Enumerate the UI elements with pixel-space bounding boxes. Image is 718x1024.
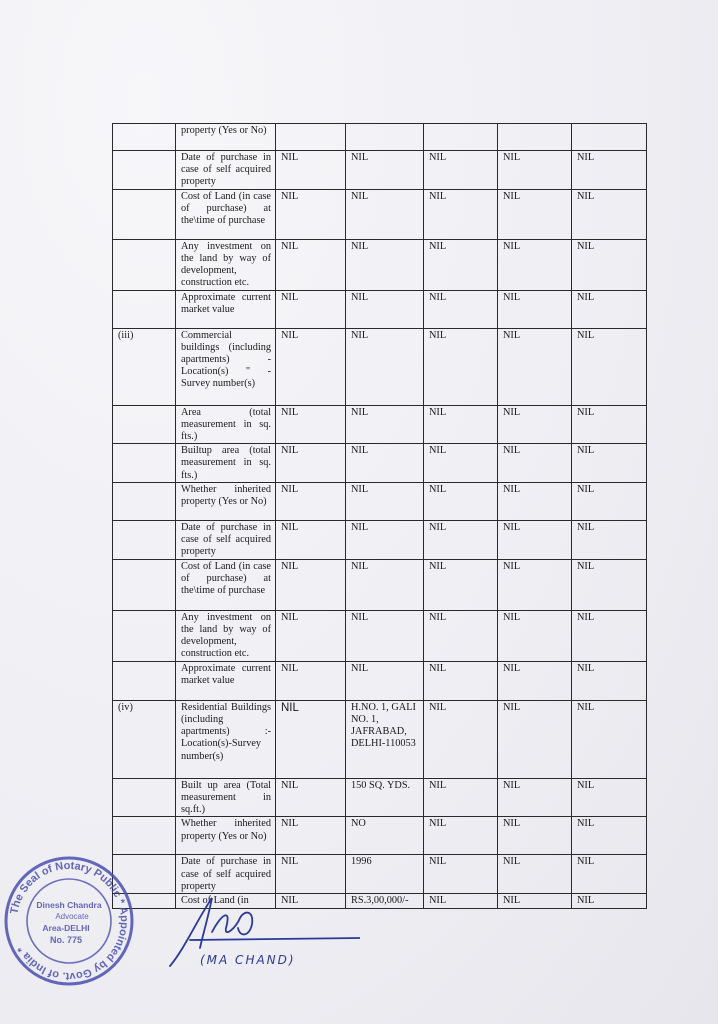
table-row bbox=[113, 700, 647, 778]
item-number: (iv) bbox=[113, 700, 176, 778]
cell-value: H.NO. 1, GALI NO. 1, JAFRABAD, DELHI-110053 bbox=[346, 700, 424, 778]
table-row bbox=[113, 778, 647, 817]
cell-value: NIL bbox=[572, 559, 647, 610]
cell-value: NIL bbox=[276, 778, 346, 817]
cell-value: NIL bbox=[276, 239, 346, 290]
cell-value: NIL bbox=[346, 189, 424, 239]
cell-value: NIL bbox=[498, 559, 572, 610]
cell-value: NIL bbox=[276, 328, 346, 405]
row-label: property (Yes or No) bbox=[176, 124, 276, 151]
cell-value: NIL bbox=[276, 482, 346, 520]
row-label: Whether inherited property (Yes or No) bbox=[176, 482, 276, 520]
cell-value: NIL bbox=[276, 151, 346, 190]
table-row bbox=[113, 520, 647, 559]
table-row bbox=[113, 290, 647, 328]
cell-value: NIL bbox=[346, 328, 424, 405]
row-label: Area (total measurement in sq. fts.) bbox=[176, 405, 276, 444]
cell-value: NIL bbox=[424, 559, 498, 610]
cell-value: NIL bbox=[498, 151, 572, 190]
cell-value: NIL bbox=[276, 855, 346, 894]
cell-value: NIL bbox=[572, 894, 647, 908]
cell-value: NIL bbox=[346, 610, 424, 661]
cell-value: NIL bbox=[276, 290, 346, 328]
cell-value: NIL bbox=[276, 661, 346, 700]
table-row bbox=[113, 661, 647, 700]
row-label: Built up area (Total measurement in sq.ft.) bbox=[176, 778, 276, 817]
cell-value: NIL bbox=[498, 661, 572, 700]
cell-value: NIL bbox=[424, 328, 498, 405]
table-row bbox=[113, 817, 647, 855]
cell-value: NIL bbox=[572, 700, 647, 778]
cell-value: NIL bbox=[424, 894, 498, 908]
cell-value: NIL bbox=[346, 520, 424, 559]
cell-value: NIL bbox=[276, 189, 346, 239]
cell-value: NIL bbox=[424, 482, 498, 520]
cell-value: NIL bbox=[424, 520, 498, 559]
item-number bbox=[113, 151, 176, 190]
cell-value: NIL bbox=[276, 405, 346, 444]
cell-value: NIL bbox=[424, 290, 498, 328]
cell-value: NIL bbox=[572, 290, 647, 328]
stamp-number: No. 775 bbox=[49, 935, 83, 945]
item-number bbox=[113, 778, 176, 817]
item-number bbox=[113, 559, 176, 610]
assets-table bbox=[112, 123, 647, 909]
table-body bbox=[113, 124, 647, 909]
item-number bbox=[113, 290, 176, 328]
cell-value: 1996 bbox=[346, 855, 424, 894]
cell-value: NIL bbox=[424, 239, 498, 290]
cell-value bbox=[346, 124, 424, 151]
cell-value: NIL bbox=[498, 405, 572, 444]
item-number: (iii) bbox=[113, 328, 176, 405]
cell-value: NIL bbox=[424, 855, 498, 894]
cell-value: NIL bbox=[498, 855, 572, 894]
cell-value: NIL bbox=[276, 894, 346, 908]
row-label: Whether inherited property (Yes or No) bbox=[176, 817, 276, 855]
cell-value: NIL bbox=[572, 239, 647, 290]
item-number bbox=[113, 482, 176, 520]
cell-value: NIL bbox=[346, 482, 424, 520]
row-label: Any investment on the land by way of development, construction etc. bbox=[176, 239, 276, 290]
cell-value bbox=[424, 124, 498, 151]
cell-value: NIL bbox=[572, 610, 647, 661]
cell-value: NIL bbox=[572, 520, 647, 559]
cell-value: NIL bbox=[498, 290, 572, 328]
cell-value: NIL bbox=[498, 239, 572, 290]
cell-value: NIL bbox=[498, 482, 572, 520]
cell-value: NIL bbox=[346, 405, 424, 444]
table-row bbox=[113, 482, 647, 520]
cell-value: NIL bbox=[276, 444, 346, 483]
item-number bbox=[113, 817, 176, 855]
row-label: Date of purchase in case of self acquired property bbox=[176, 151, 276, 190]
cell-value: NIL bbox=[572, 817, 647, 855]
item-number bbox=[113, 610, 176, 661]
cell-value: NIL bbox=[346, 444, 424, 483]
row-label: Cost of Land (in bbox=[176, 894, 276, 908]
signature bbox=[160, 888, 360, 972]
cell-value: NIL bbox=[424, 151, 498, 190]
cell-value bbox=[276, 124, 346, 151]
row-label: Any investment on the land by way of development, construction etc. bbox=[176, 610, 276, 661]
cell-value: NIL bbox=[572, 482, 647, 520]
item-number bbox=[113, 239, 176, 290]
table-row bbox=[113, 151, 647, 190]
row-label: Approximate current market value bbox=[176, 661, 276, 700]
cell-value: 150 SQ. YDS. bbox=[346, 778, 424, 817]
cell-value: NIL bbox=[346, 290, 424, 328]
cell-value: NIL bbox=[572, 151, 647, 190]
row-label: Date of purchase in case of self acquired property bbox=[176, 520, 276, 559]
table-row bbox=[113, 189, 647, 239]
notary-seal-stamp bbox=[2, 854, 136, 988]
table-row bbox=[113, 328, 647, 405]
table-row bbox=[113, 124, 647, 151]
cell-value: RS.3,00,000/- bbox=[346, 894, 424, 908]
cell-value: NIL bbox=[572, 189, 647, 239]
cell-value: NIL bbox=[276, 817, 346, 855]
table-row bbox=[113, 405, 647, 444]
item-number bbox=[113, 405, 176, 444]
cell-value: NIL bbox=[276, 610, 346, 661]
item-number bbox=[113, 520, 176, 559]
cell-value: NO bbox=[346, 817, 424, 855]
item-number bbox=[113, 189, 176, 239]
cell-value: NIL bbox=[572, 405, 647, 444]
cell-value: NIL bbox=[424, 661, 498, 700]
cell-value: NIL bbox=[572, 661, 647, 700]
cell-value: NIL bbox=[572, 778, 647, 817]
cell-value: NIL bbox=[424, 189, 498, 239]
cell-value: NIL bbox=[498, 778, 572, 817]
cell-value: NIL bbox=[276, 520, 346, 559]
cell-value: NIL bbox=[346, 151, 424, 190]
stamp-ring-text: The Seal of Notary Public * Appointed by Govt. of India * bbox=[8, 859, 131, 983]
row-label: Commercial buildings (including apartments) - Location(s) " - Survey number(s) bbox=[176, 328, 276, 405]
cell-value: NIL bbox=[498, 328, 572, 405]
cell-value: NIL bbox=[498, 610, 572, 661]
row-label: Cost of Land (in case of purchase) at the\time of purchase bbox=[176, 559, 276, 610]
cell-value: NIL bbox=[276, 700, 346, 778]
item-number bbox=[113, 661, 176, 700]
cell-value: NIL bbox=[346, 239, 424, 290]
stamp-name: Dinesh Chandra bbox=[36, 900, 102, 910]
cell-value: NIL bbox=[498, 189, 572, 239]
table-row bbox=[113, 559, 647, 610]
cell-value: NIL bbox=[424, 817, 498, 855]
item-number bbox=[113, 124, 176, 151]
row-label: Date of purchase in case of self acquired property bbox=[176, 855, 276, 894]
cell-value: NIL bbox=[424, 405, 498, 444]
cell-value: NIL bbox=[498, 894, 572, 908]
cell-value: NIL bbox=[276, 559, 346, 610]
cell-value: NIL bbox=[572, 855, 647, 894]
cell-value bbox=[498, 124, 572, 151]
cell-value: NIL bbox=[498, 444, 572, 483]
row-label: Cost of Land (in case of purchase) at the\time of purchase bbox=[176, 189, 276, 239]
cell-value: NIL bbox=[498, 520, 572, 559]
cell-value: NIL bbox=[346, 559, 424, 610]
cell-value: NIL bbox=[424, 778, 498, 817]
cell-value bbox=[572, 124, 647, 151]
cell-value: NIL bbox=[346, 661, 424, 700]
row-label: Residential Buildings (including apartments) :- Location(s)-Survey number(s) bbox=[176, 700, 276, 778]
cell-value: NIL bbox=[498, 700, 572, 778]
row-label: Approximate current market value bbox=[176, 290, 276, 328]
signature-name: (MA CHAND) bbox=[200, 953, 296, 967]
cell-value: NIL bbox=[572, 444, 647, 483]
table-row bbox=[113, 444, 647, 483]
cell-value: NIL bbox=[424, 444, 498, 483]
row-label: Builtup area (total measurement in sq. fts.) bbox=[176, 444, 276, 483]
table-row bbox=[113, 610, 647, 661]
cell-value: NIL bbox=[498, 817, 572, 855]
cell-value: NIL bbox=[424, 700, 498, 778]
cell-value: NIL bbox=[424, 610, 498, 661]
stamp-area: Area-DELHI bbox=[42, 923, 90, 933]
table-row bbox=[113, 239, 647, 290]
item-number bbox=[113, 444, 176, 483]
stamp-title: Advocate bbox=[55, 912, 89, 921]
cell-value: NIL bbox=[572, 328, 647, 405]
